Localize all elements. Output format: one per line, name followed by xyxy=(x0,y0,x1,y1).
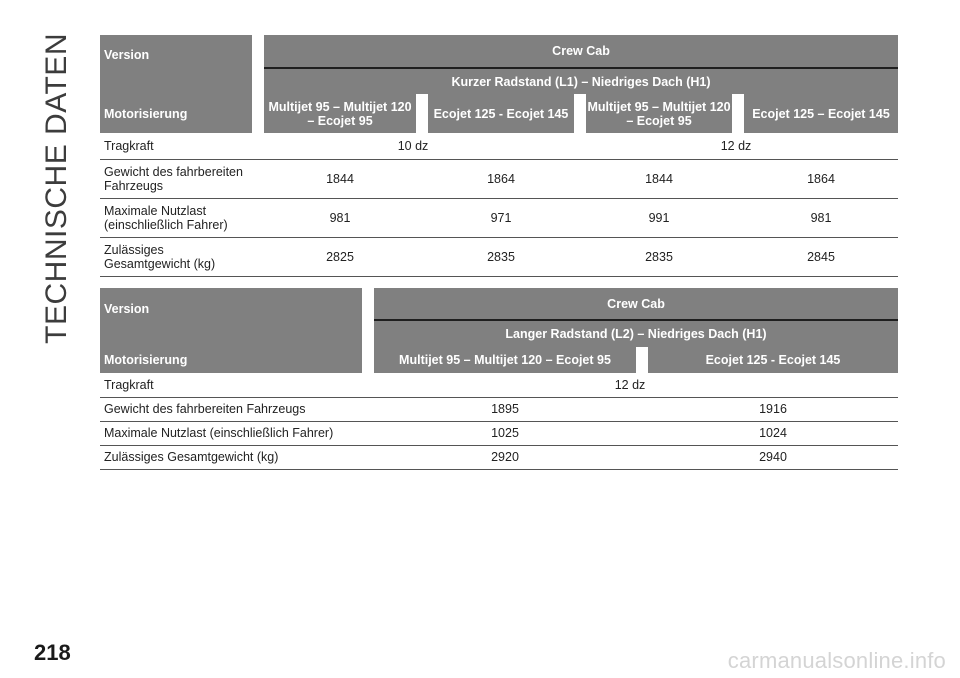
row-label: Maximale Nutzlast (einschließlich Fahrer) xyxy=(100,421,362,445)
header-gap xyxy=(252,35,264,94)
engine-row xyxy=(100,94,898,133)
engine-label: Motorisierung xyxy=(100,94,252,133)
header-gap xyxy=(416,94,428,133)
watermark: carmanualsonline.info xyxy=(727,648,946,673)
wheelbase-header: Langer Radstand (L2) – Niedriges Dach (H1) xyxy=(374,320,898,347)
cell-value: 2845 xyxy=(744,237,898,276)
cell-value: 2835 xyxy=(586,237,732,276)
cell-value: 1024 xyxy=(648,421,898,445)
tragkraft-value: 12 dz xyxy=(574,133,898,159)
row-label: Zulässiges Gesamtgewicht (kg) xyxy=(100,237,252,276)
cell-value: 1025 xyxy=(374,421,636,445)
tragkraft-row xyxy=(100,373,898,397)
version-label: Version xyxy=(100,288,362,347)
page-number: 218 xyxy=(34,640,71,665)
header-gap xyxy=(574,94,586,133)
row-label: Gewicht des fahrbereiten Fahrzeugs xyxy=(100,159,252,198)
spec-table-long-wheelbase xyxy=(100,288,898,470)
header-gap xyxy=(362,347,374,373)
section-title-text: TECHNISCHE DATEN xyxy=(40,33,73,344)
version-row xyxy=(100,35,898,68)
engine-col-1: Multijet 95 – Multijet 120 – Ecojet 95 xyxy=(264,94,416,133)
engine-col-3: Multijet 95 – Multijet 120 – Ecojet 95 xyxy=(586,94,732,133)
tragkraft-value: 10 dz xyxy=(252,133,574,159)
cell-value: 971 xyxy=(428,198,574,237)
table-row xyxy=(100,159,898,198)
engine-row xyxy=(100,347,898,373)
section-title xyxy=(40,33,80,344)
wheelbase-header: Kurzer Radstand (L1) – Niedriges Dach (H1) xyxy=(264,68,898,94)
table-row xyxy=(100,198,898,237)
header-gap xyxy=(252,94,264,133)
row-label: Tragkraft xyxy=(100,133,252,159)
table-row xyxy=(100,445,898,469)
cell-value: 1916 xyxy=(648,397,898,421)
cell-value: 981 xyxy=(744,198,898,237)
cell-value: 2835 xyxy=(428,237,574,276)
version-row xyxy=(100,288,898,320)
cell-value: 2920 xyxy=(374,445,636,469)
version-value: Crew Cab xyxy=(374,288,898,320)
cell-value: 1864 xyxy=(428,159,574,198)
cell-value: 981 xyxy=(264,198,416,237)
table-row xyxy=(100,397,898,421)
cell-value: 1844 xyxy=(586,159,732,198)
header-gap xyxy=(732,94,744,133)
engine-col-2: Ecojet 125 - Ecojet 145 xyxy=(428,94,574,133)
engine-col-2: Ecojet 125 - Ecojet 145 xyxy=(648,347,898,373)
version-label: Version xyxy=(100,35,252,94)
spec-table-short-wheelbase xyxy=(100,35,898,277)
cell-value: 1864 xyxy=(744,159,898,198)
engine-col-4: Ecojet 125 – Ecojet 145 xyxy=(744,94,898,133)
cell-value: 991 xyxy=(586,198,732,237)
row-label: Maximale Nutzlast (einschließlich Fahrer) xyxy=(100,198,252,237)
header-gap xyxy=(362,288,374,347)
row-label: Zulässiges Gesamtgewicht (kg) xyxy=(100,445,362,469)
table-row xyxy=(100,237,898,276)
cell-value: 2825 xyxy=(264,237,416,276)
table-row xyxy=(100,421,898,445)
version-value: Crew Cab xyxy=(264,35,898,68)
cell-value: 1844 xyxy=(264,159,416,198)
cell-value: 2940 xyxy=(648,445,898,469)
row-label: Gewicht des fahrbereiten Fahrzeugs xyxy=(100,397,362,421)
header-gap xyxy=(636,347,648,373)
cell-value: 1895 xyxy=(374,397,636,421)
engine-label: Motorisierung xyxy=(100,347,362,373)
row-label: Tragkraft xyxy=(100,373,362,397)
tragkraft-row xyxy=(100,133,898,159)
engine-col-1: Multijet 95 – Multijet 120 – Ecojet 95 xyxy=(374,347,636,373)
tragkraft-value: 12 dz xyxy=(362,373,898,397)
